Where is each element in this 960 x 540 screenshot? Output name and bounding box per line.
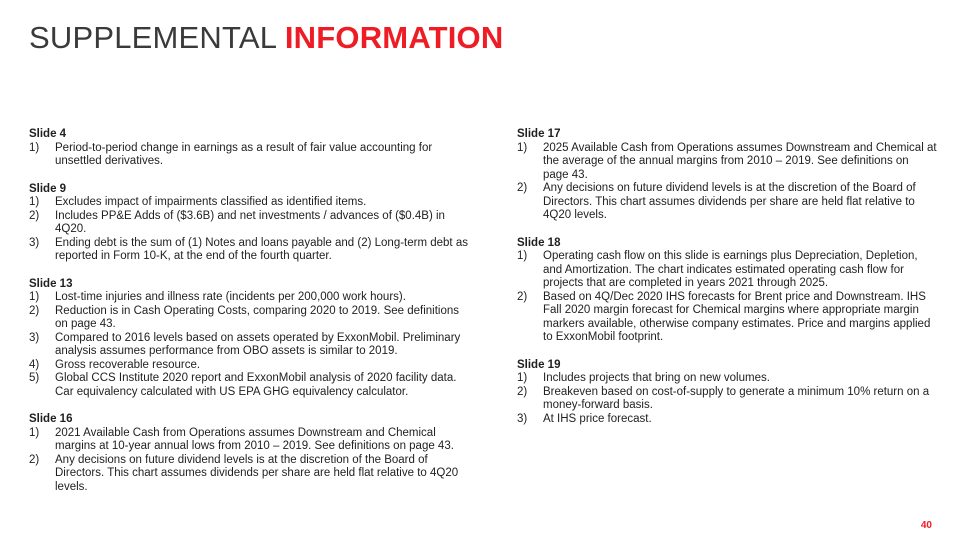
footnote-number: 1): [517, 372, 528, 384]
slide-notes-section: [517, 237, 937, 345]
page-number: 40: [920, 520, 932, 531]
footnote-item: [517, 250, 937, 291]
slide-heading: Slide 17: [517, 128, 561, 140]
footnote-item: [29, 196, 469, 210]
slide-notes-section: [29, 183, 469, 264]
title-accent: INFORMATION: [284, 20, 504, 55]
footnote-number: 5): [29, 372, 40, 384]
footnote-number: 2): [517, 182, 528, 194]
footnote-number: 1): [517, 141, 528, 154]
footnote-number: 1): [29, 141, 40, 154]
footnote-item: [517, 291, 937, 345]
footnote-number: 2): [517, 290, 528, 303]
footnote-text: Any decisions on future dividend levels is at the discretion of the Board of Directors. This chart assumes dividends per share are held flat relative to 4Q20 levels.: [543, 182, 916, 221]
footnote-number: 3): [29, 331, 40, 344]
footnote-item: [29, 305, 469, 332]
slide-notes-section: [29, 413, 469, 494]
footnote-number: 1): [29, 291, 40, 303]
footnote-item: [29, 142, 469, 169]
footnote-item: [517, 182, 937, 223]
footnote-item: [29, 332, 469, 359]
footnote-number: 1): [29, 196, 40, 208]
footnote-text: Excludes impact of impairments classified as identified items.: [55, 196, 367, 208]
footnote-number: 3): [29, 236, 40, 249]
page-title: [29, 20, 503, 56]
slide-notes-section: [29, 278, 469, 400]
slide-notes-section: [517, 128, 937, 223]
footnote-text: Reduction is in Cash Operating Costs, comparing 2020 to 2019. See definitions on page 43.: [55, 304, 460, 330]
footnote-item: [29, 291, 469, 305]
slide-heading: Slide 9: [29, 182, 67, 195]
footnote-number: 2): [29, 304, 40, 317]
footnote-number: 2): [29, 453, 40, 466]
slide-heading: Slide 13: [29, 277, 73, 290]
footnote-text: Compared to 2016 levels based on assets operated by ExxonMobil. Preliminary analysis assumes performance from OBO assets is similar to 2019.: [55, 331, 461, 357]
right-notes-column: [517, 128, 937, 440]
footnote-item: [517, 413, 937, 427]
slide-heading: Slide 16: [29, 413, 73, 425]
footnote-number: 2): [29, 209, 40, 222]
footnote-text: Based on 4Q/Dec 2020 IHS forecasts for Brent price and Downstream. IHS Fall 2020 margin forecast for Chemical margins where appropriate margin markers available, otherwise company estimates. Price and margins applied to ExxonMobil footprint.: [543, 290, 931, 343]
slide-notes-section: [29, 128, 469, 169]
footnote-number: 2): [517, 385, 528, 398]
left-notes-column: [29, 128, 469, 508]
footnote-number: 1): [517, 250, 528, 262]
footnote-item: [29, 454, 469, 495]
slide-notes-section: [517, 359, 937, 427]
footnote-item: [29, 237, 469, 264]
footnote-text: Any decisions on future dividend levels is at the discretion of the Board of Directors. This chart assumes dividends per share are held flat relative to 4Q20 levels.: [55, 453, 459, 493]
footnote-text: 2021 Available Cash from Operations assumes Downstream and Chemical margins at 10-year annual lows from 2010 – 2019. See definitions on page 43.: [55, 426, 454, 452]
footnote-text: Ending debt is the sum of (1) Notes and loans payable and (2) Long-term debt as reported in Form 10-K, at the end of the fourth quarter.: [55, 236, 468, 262]
footnote-text: At IHS price forecast.: [543, 412, 652, 425]
slide-heading: Slide 4: [29, 128, 67, 140]
footnote-text: Period-to-period change in earnings as a result of fair value accounting for unsettled derivatives.: [55, 141, 433, 167]
footnote-item: [29, 210, 469, 237]
footnote-item: [517, 386, 937, 413]
footnote-text: 2025 Available Cash from Operations assumes Downstream and Chemical at the average of the annual margins from 2010 – 2019. See definitions on page 43.: [543, 141, 937, 181]
title-prefix: SUPPLEMENTAL: [29, 20, 277, 55]
footnote-number: 3): [517, 412, 528, 425]
slide-heading: Slide 18: [517, 236, 561, 249]
footnote-text: Includes PP&E Adds of ($3.6B) and net investments / advances of ($0.4B) in 4Q20.: [55, 209, 445, 235]
footnote-number: 4): [29, 358, 40, 371]
slide-heading: Slide 19: [517, 358, 561, 371]
footnote-item: [29, 427, 469, 454]
footnote-text: Global CCS Institute 2020 report and ExxonMobil analysis of 2020 facility data. Car equivalency calculated with US EPA GHG equivalency calculator.: [55, 372, 457, 398]
footnote-text: Lost-time injuries and illness rate (incidents per 200,000 work hours).: [55, 291, 406, 303]
footnote-text: Operating cash flow on this slide is earnings plus Depreciation, Depletion, and Amortization. The chart indicates estimated operating cash flow for projects that are completed in years 2021 through 2025.: [543, 250, 918, 289]
footnote-item: [29, 359, 469, 373]
footnote-text: Includes projects that bring on new volumes.: [543, 372, 770, 384]
footnote-item: [517, 142, 937, 183]
footnote-item: [517, 372, 937, 386]
footnote-text: Gross recoverable resource.: [55, 358, 201, 371]
footnote-item: [29, 372, 469, 399]
footnote-text: Breakeven based on cost-of-supply to generate a minimum 10% return on a money-forward basis.: [543, 385, 930, 411]
footnote-number: 1): [29, 426, 40, 439]
